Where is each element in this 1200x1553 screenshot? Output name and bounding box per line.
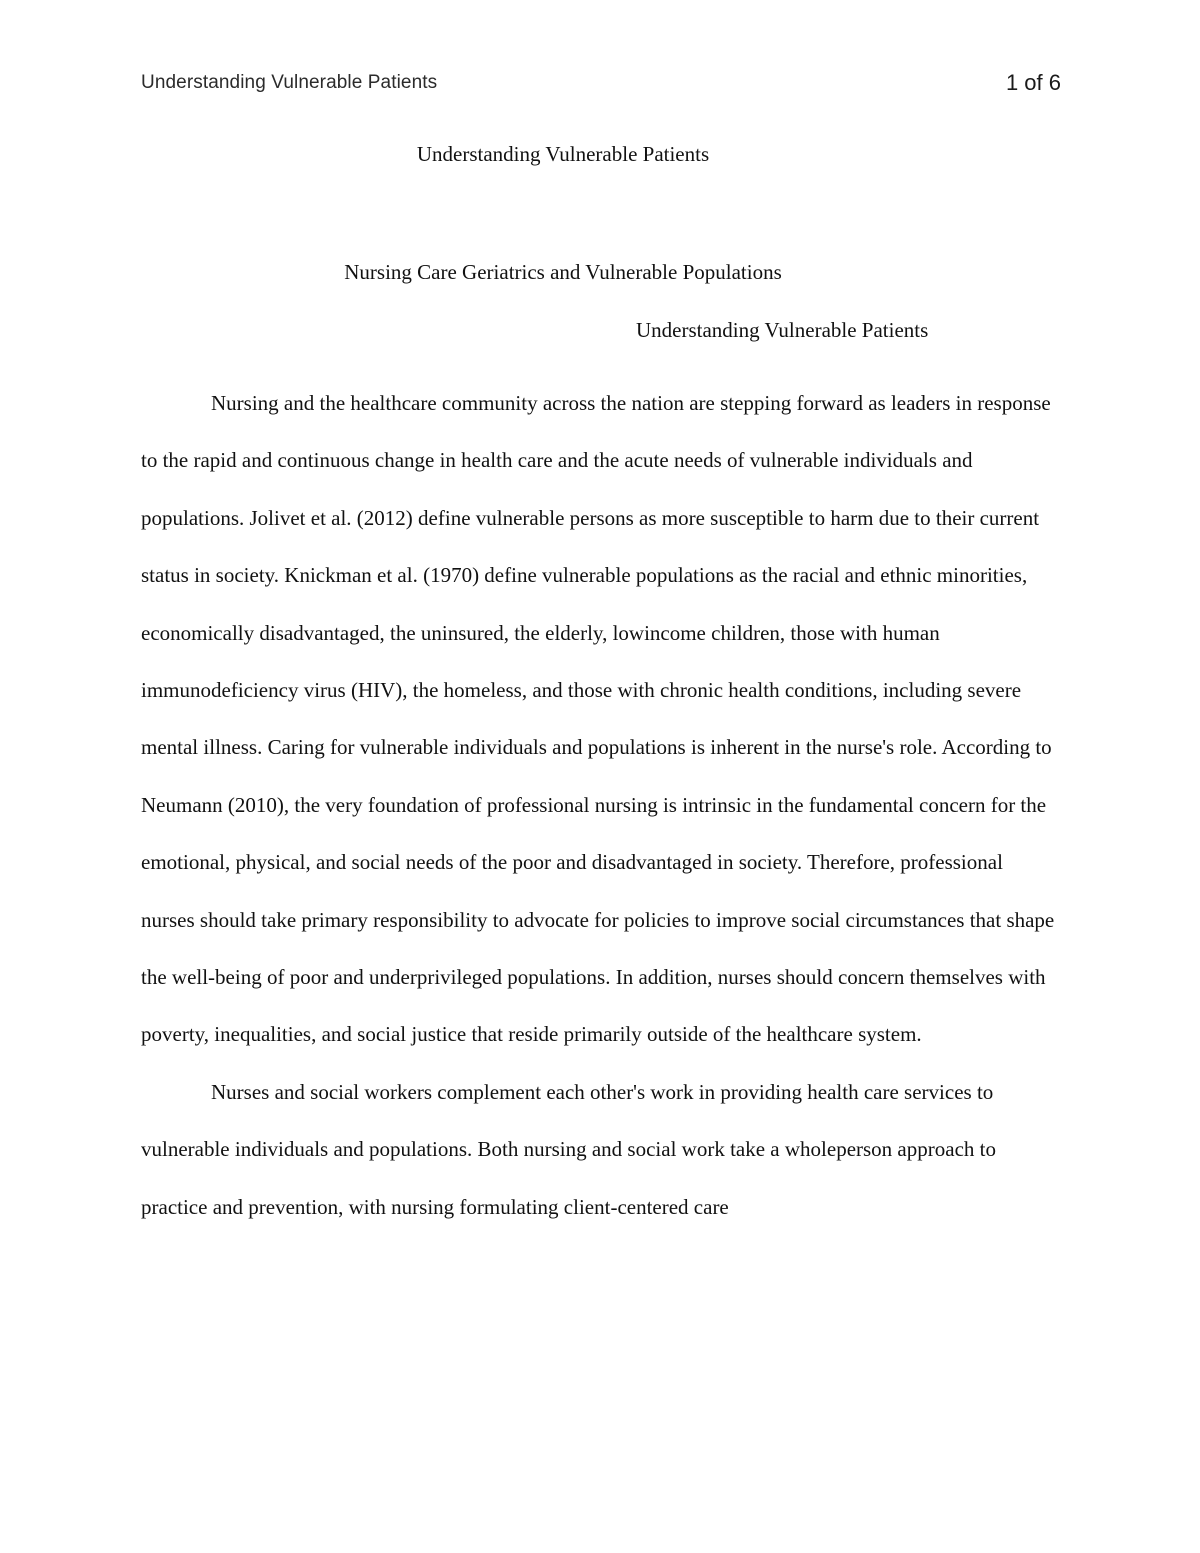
paragraph-1: Nursing and the healthcare community across the nation are stepping forward as leaders in response to the rapid and continuous change in health care and the acute needs of vulnerable individuals and populations. Jolivet et al. (2012) define vulnerable persons as more susceptible to harm due to their current status in society. Knickman et al. (1970) define vulnerable populations as the racial and ethnic minorities, economically disadvantaged, the uninsured, the elderly, lowincome children, those with human immunodeficiency virus (HIV), the homeless, and those with chronic health conditions, including severe mental illness. Caring for vulnerable individuals and populations is inherent in the nurse's role. According to Neumann (2010), the very foundation of professional nursing is intrinsic in the fundamental concern for the emotional, physical, and social needs of the poor and disadvantaged in society. Therefore, professional nurses should take primary responsibility to advocate for policies to improve social circumstances that shape the well-being of poor and underprivileged populations. In addition, nurses should concern themselves with poverty, inequalities, and social justice that reside primarily outside of the healthcare system.: [141, 391, 1055, 1047]
paragraph-2: Nurses and social workers complement each other's work in providing health care services to vulnerable individuals and populations. Both nursing and social work take a wholeperson approach to practice and prevention, with nursing formulating client-centered care: [141, 1079, 996, 1219]
document-subtitle: Nursing Care Geriatrics and Vulnerable Populations: [344, 260, 782, 284]
page-number: 1 of 6: [1005, 70, 1061, 95]
body-text: [141, 375, 1061, 1236]
document-title: Understanding Vulnerable Patients: [416, 142, 710, 166]
running-head-title: Understanding Vulnerable Patients: [141, 72, 438, 93]
section-heading: Understanding Vulnerable Patients: [636, 318, 929, 342]
running-head: [141, 72, 1061, 104]
